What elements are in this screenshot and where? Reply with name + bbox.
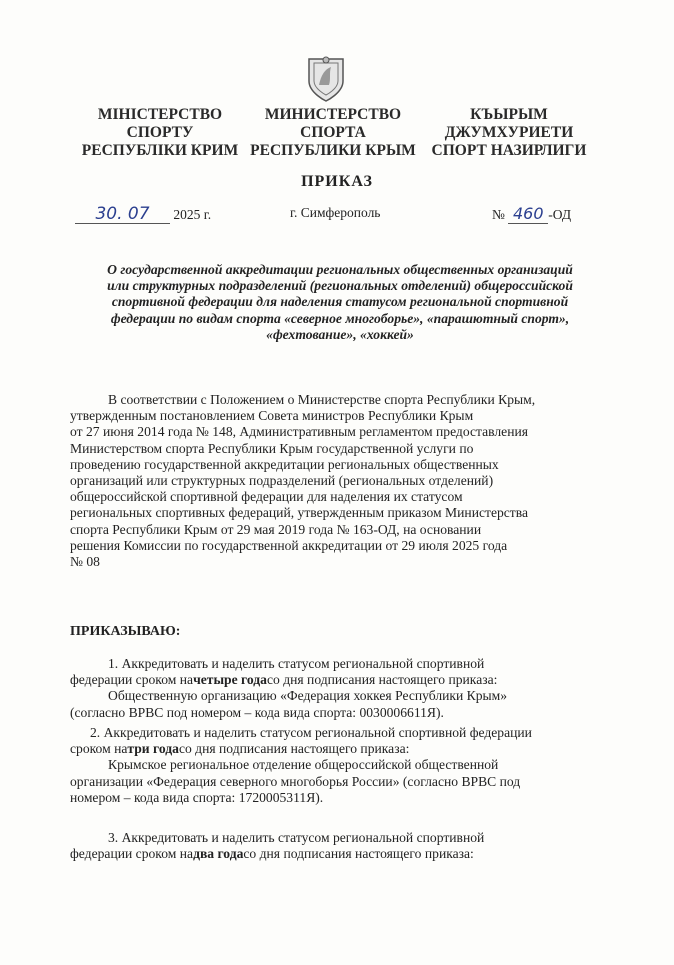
ministry-name-crimean-tatar: КЪЫРЫМ ДЖУМХУРИЕТИ СПОРТ НАЗИРЛИГИ	[431, 106, 587, 159]
crimea-coat-of-arms-icon	[305, 55, 347, 103]
order-subject: О государственной аккредитации региональных общественных организаций или структурных подразделений (региональных отделений) общероссийской спортивной федерации для наделения статусом региональной спортивной федерации по видам спорта «северное многоборье», «парашютный спорт», «фехтование», «хоккей»	[107, 262, 573, 342]
ministry-name-russian: МИНИСТЕРСТВО СПОРТА РЕСПУБЛИКИ КРЫМ	[250, 106, 416, 159]
handwritten-number: 460	[508, 205, 548, 224]
order-item-2: 2. Аккредитовать и наделить статусом региональной спортивной федерации сроком на три года со дня подписания настоящего приказа: Крымское региональное отделение общероссийской общественной организации «Федерация северного многоборья России» (согласно ВРВС под номером – кода вида спорта: 1720005311Я).	[70, 725, 532, 805]
ministry-name-ukrainian: МІНІСТЕРСТВО СПОРТУ РЕСПУБЛІКИ КРИМ	[81, 106, 239, 159]
order-year: 2025 г.	[173, 207, 212, 222]
preamble-paragraph: В соответствии с Положением о Министерстве спорта Республики Крым, утвержденным постановлением Совета министров Республики Крым от 27 июня 2014 года № 148, Административным регламентом предоставления Министерством спорта Республики Крым государственной услуги по проведению государственной аккредитации региональных общественных организаций или структурных подразделений (региональных отделений) общероссийской спортивной федерации для наделения их статусом региональных спортивных федераций, утвержденным приказом Министерства спорта Республики Крым от 29 мая 2019 года № 163-ОД, на основании решения Комиссии по государственной аккредитации от 29 июля 2025 года № 08	[70, 392, 536, 570]
handwritten-date: 30. 07	[75, 205, 170, 224]
order-date	[75, 205, 211, 224]
order-item-1: 1. Аккредитовать и наделить статусом региональной спортивной федерации сроком на четыре года со дня подписания настоящего приказа: Общественную организацию «Федерация хоккея Республики Крым» (согласно ВРВС под номером – кода вида спорта: 0030006611Я).	[70, 656, 508, 720]
document-title: ПРИКАЗ	[301, 173, 373, 190]
order-item-3: 3. Аккредитовать и наделить статусом региональной спортивной федерации сроком на два года со дня подписания настоящего приказа:	[70, 830, 485, 862]
order-directive: ПРИКАЗЫВАЮ:	[70, 624, 181, 639]
order-number: № 460 -ОД	[492, 204, 572, 223]
order-city: г. Симферополь	[290, 205, 381, 220]
